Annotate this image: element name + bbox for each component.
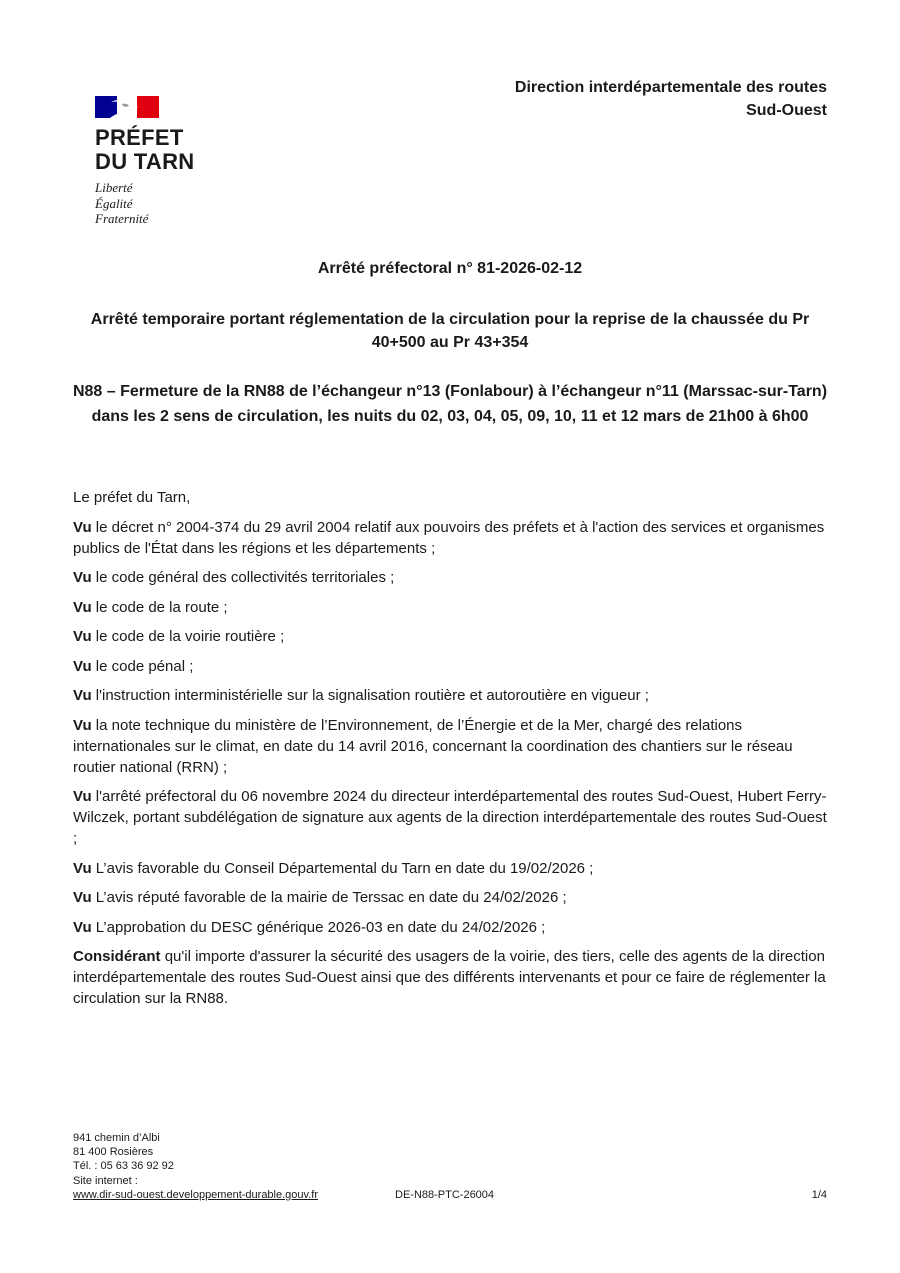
visa-item <box>73 786 830 849</box>
vu-keyword: Vu <box>73 918 92 936</box>
vu-keyword: Vu <box>73 628 92 645</box>
visa-text: L’approbation du DESC générique 2026-03 en date du 24/02/2026 ; <box>95 918 546 936</box>
vu-keyword: Vu <box>73 569 92 586</box>
vu-keyword: Vu <box>73 657 92 675</box>
visa-item <box>73 917 830 938</box>
direction-line-2: Sud-Ouest <box>746 102 827 119</box>
vu-keyword: Vu <box>73 889 92 906</box>
visa-text: le code général des collectivités territoriales ; <box>95 569 395 586</box>
intro-line: Le préfet du Tarn, <box>73 489 191 506</box>
direction-line-1: Direction interdépartementale des routes <box>514 79 827 96</box>
prefet-title <box>95 126 235 174</box>
visa-item <box>73 656 830 677</box>
visa-item <box>73 887 830 908</box>
visa-item <box>73 597 830 618</box>
motto-liberte: Liberté <box>95 180 133 195</box>
visa-text: le code de la route ; <box>95 598 228 616</box>
vu-keyword: Vu <box>73 598 92 616</box>
vu-keyword: Vu <box>73 518 92 536</box>
website-link[interactable]: www.dir-sud-ouest.developpement-durable.gouv.fr <box>73 1188 318 1201</box>
considerant-keyword: Considérant <box>73 948 161 965</box>
site-label: Site internet : <box>73 1174 138 1187</box>
considerant-text: qu'il importe d'assurer la sécurité des usagers de la voirie, des tiers, celle des agents de la direction interdépartementale des routes Sud-Ouest ainsi que des différents intervenants et pour ce faire de réglementer la circulation sur la RN88. <box>73 948 826 1007</box>
motto-egalite: Égalité <box>95 195 133 211</box>
visa-text: le décret n° 2004-374 du 29 avril 2004 relatif aux pouvoirs des préfets et à l'action des services et organismes publics de l'État dans les régions et les départements ; <box>73 518 825 557</box>
document-body <box>73 487 830 1018</box>
arrete-subtitle: N88 – Fermeture de la RN88 de l’échangeur n°13 (Fonlabour) à l’échangeur n°11 (Marssac-sur-Tarn) dans les 2 sens de circulation, les nuits du 02, 03, 04, 05, 09, 10, 11 et 12 mars de 21h00 à 6h00 <box>72 383 828 425</box>
address-street: 941 chemin d’Albi <box>73 1132 160 1144</box>
prefet-line-1: PRÉFET <box>95 125 184 150</box>
visa-text: L’avis favorable du Conseil Départemental du Tarn en date du 19/02/2026 ; <box>95 859 594 877</box>
arrete-title: Arrêté temporaire portant réglementation de la circulation pour la reprise de la chaussée du Pr 40+500 au Pr 43+354 <box>90 311 810 351</box>
marianne-flag-icon <box>95 96 159 118</box>
page-number: 1/4 <box>811 1189 827 1201</box>
prefet-line-2: DU TARN <box>95 149 195 174</box>
considerant-item <box>73 946 830 1009</box>
visa-item <box>73 626 830 647</box>
prefet-logo <box>95 96 235 227</box>
vu-keyword: Vu <box>73 788 92 805</box>
visa-text: le code de la voirie routière ; <box>95 628 285 645</box>
vu-keyword: Vu <box>73 859 92 877</box>
arrete-number: Arrêté préfectoral n° 81-2026-02-12 <box>317 260 583 277</box>
republic-motto <box>95 180 235 227</box>
visa-text: le code pénal ; <box>95 657 194 675</box>
motto-fraternite: Fraternité <box>95 211 149 226</box>
visa-text: l'arrêté préfectoral du 06 novembre 2024 du directeur interdépartemental des routes Sud-Ouest, Hubert Ferry-Wilczek, portant subdélégation de signature aux agents de la direction interdépartementale des routes Sud-Ouest ; <box>73 788 827 847</box>
visa-item <box>73 858 830 879</box>
visa-item <box>73 685 830 706</box>
address-city: 81 400 Rosières <box>73 1146 154 1159</box>
document-reference: DE-N88-PTC-26004 <box>395 1189 495 1201</box>
issuing-direction <box>515 76 827 122</box>
visa-text: L’avis réputé favorable de la mairie de Terssac en date du 24/02/2026 ; <box>95 889 567 906</box>
visa-text: la note technique du ministère de l’Environnement, de l’Énergie et de la Mer, chargé des relations internationales sur le climat, en date du 14 avril 2016, concernant la coordination des chantiers sur le réseau routier national (RRN) ; <box>73 716 793 776</box>
vu-keyword: Vu <box>73 716 92 734</box>
visa-text: l'instruction interministérielle sur la signalisation routière et autoroutière en vigueur ; <box>95 687 649 704</box>
phone-number: Tél. : 05 63 36 92 92 <box>73 1160 174 1173</box>
visa-item <box>73 715 830 778</box>
visa-item <box>73 567 830 588</box>
vu-keyword: Vu <box>73 687 92 704</box>
footer-address <box>73 1131 318 1202</box>
visa-item <box>73 517 830 559</box>
